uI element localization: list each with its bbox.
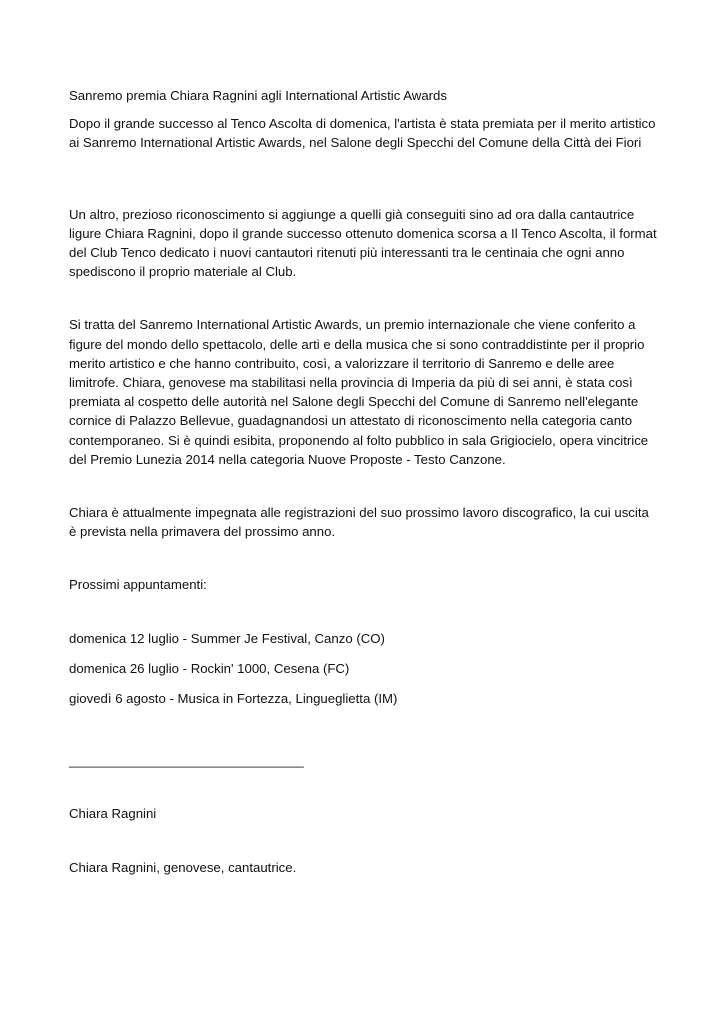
body-paragraph-1: Un altro, prezioso riconoscimento si aggiunge a quelli già conseguiti sino ad ora dalla cantautrice ligure Chiara Ragnini, dopo il grande successo ottenuto domenica scorsa a Il Tenco Ascolta, il format del Club Tenco dedicato i nuovi cantautori ritenuti più interessanti tra le centinaia che ogni anno spediscono il proprio materiale al Club. [69,206,657,280]
body-paragraph-2: Si tratta del Sanremo International Artistic Awards, un premio internazionale che viene conferito a figure del mondo dello spettacolo, delle arti e della musica che si sono contraddistinte per il proprio merito artistico e che hanno contribuito, così, a valorizzare il territorio di Sanremo e delle aree limitrofe. Chiara, genovese ma stabilitasi nella provincia di Imperia da più di sei anni, è stata così premiata al cospetto delle autorità nel Salone degli Specchi del Comune di Sanremo nell'elegante cornice di Palazzo Bellevue, guadagnandosi un attestato di riconoscimento nella categoria canto contemporaneo. Si è quindi esibita, proponendo al folto pubblico in sala Grigiocielo, opera vincitrice del Premio Lunezia 2014 nella categoria Nuove Proposte - Testo Canzone. [69,317,649,467]
appointments-heading: Prossimi appuntamenti: [69,577,207,593]
document-page [69,86,659,877]
appointment-item-2: domenica 26 luglio - Rockin' 1000, Cesena (FC) [69,660,350,676]
signature-bio: Chiara Ragnini, genovese, cantautrice. [69,859,297,875]
separator-line: ________________________________ [69,753,304,769]
appointments-list [69,629,659,709]
body-paragraph-3: Chiara è attualmente impegnata alle registrazioni del suo prossimo lavoro discografico, la cui uscita è prevista nella primavera del prossimo anno. [69,505,649,540]
signature-name: Chiara Ragnini [69,806,157,822]
intro-paragraph: Dopo il grande successo al Tenco Ascolta di domenica, l'artista è stata premiata per il merito artistico ai Sanremo International Artistic Awards, nel Salone degli Specchi del Comune della Città dei Fiori [69,116,656,151]
appointment-item-3: giovedì 6 agosto - Musica in Fortezza, Lingueglietta (IM) [69,691,398,707]
document-title: Sanremo premia Chiara Ragnini agli International Artistic Awards [69,88,447,103]
appointment-item-1: domenica 12 luglio - Summer Je Festival, Canzo (CO) [69,630,385,646]
